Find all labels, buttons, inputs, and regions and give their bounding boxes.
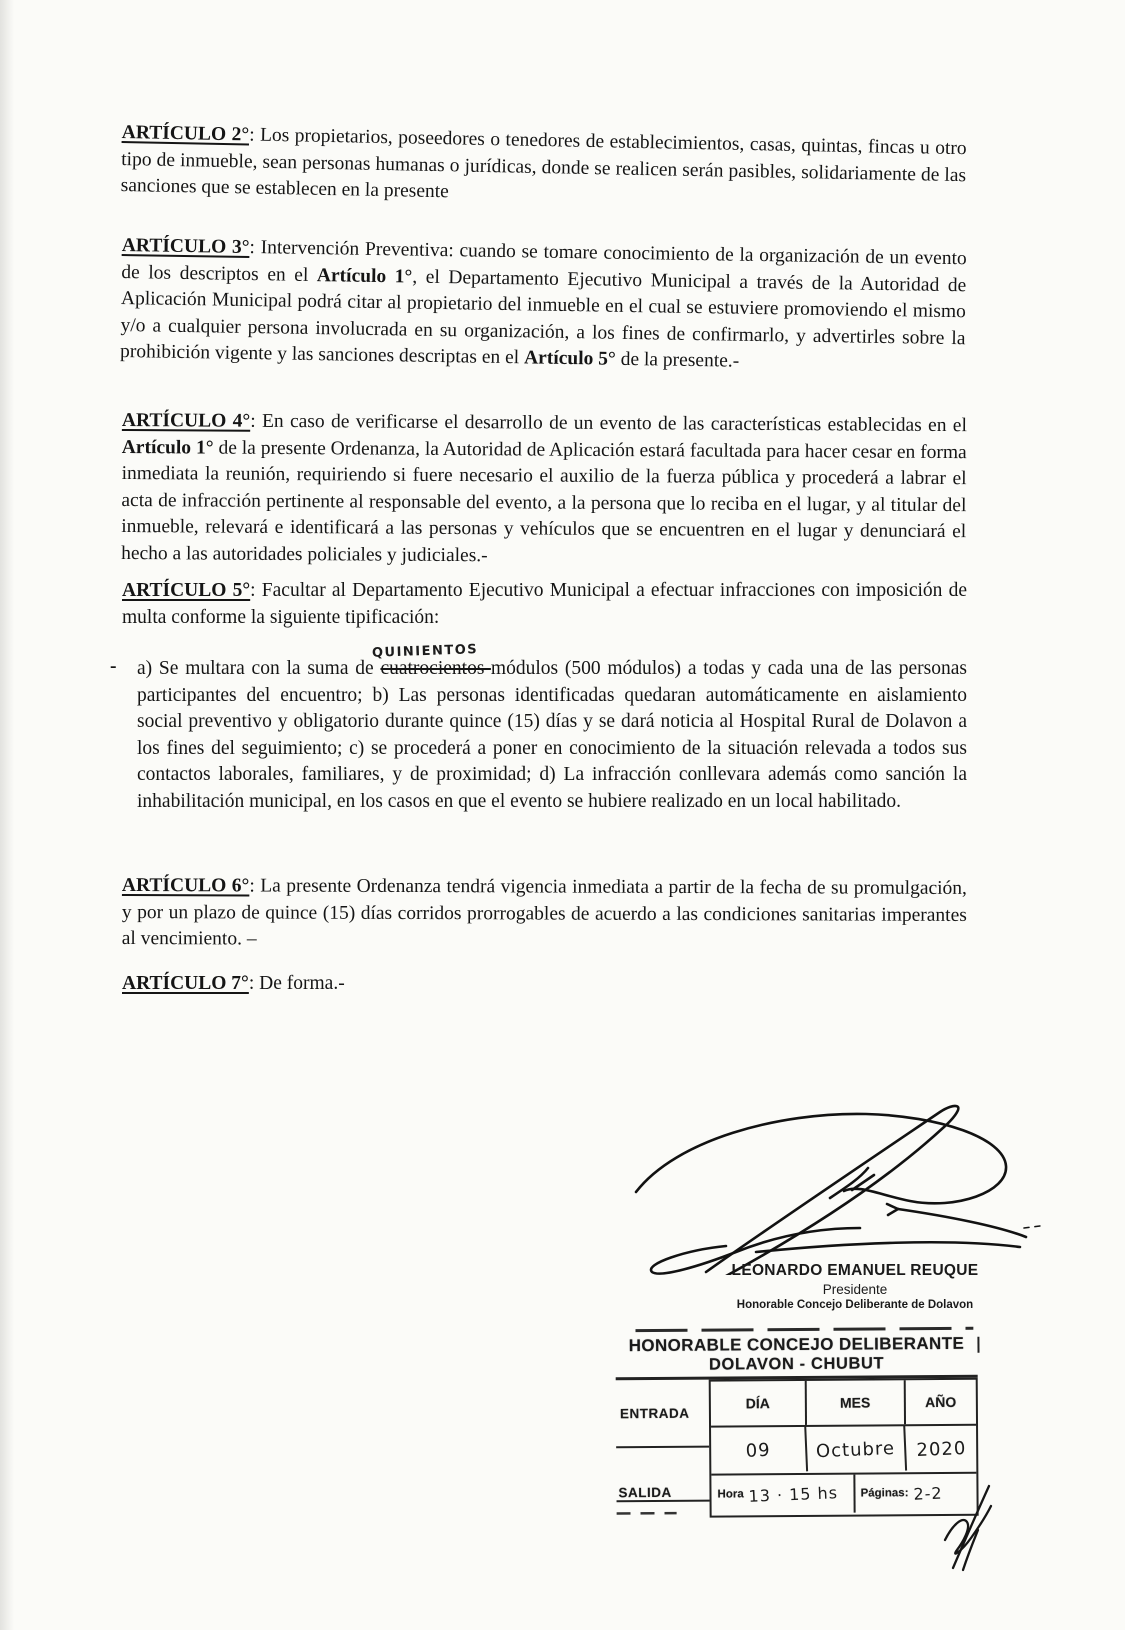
stamp-values-row — [711, 1426, 976, 1476]
article-3: ARTÍCULO 3°: Intervención Preventiva: cuando se tomare conocimiento de la organización de un evento de los descriptos en el Artículo 1°, el Departamento Ejecutivo Municipal a través de la Autoridad de Aplicación Municipal podrá citar al propietario del inmueble en el cual se estuviere promoviendo el mismo y/o a cualquier persona involucrada en su organización, a los fines de confirmarlo, y advertirles sobre la prohibición vigente y las sanciones descriptas en el Artículo 5° de la presente.- — [119, 234, 967, 372]
stamp-value-dia: 09 — [710, 1425, 808, 1475]
strikethrough-word: cuatrocientos- QUINIENTOS — [380, 658, 490, 679]
hora-label: Hora — [717, 1488, 744, 1501]
stamp-edge-mark — [977, 1337, 980, 1353]
stamp-col-mes: MES — [807, 1380, 906, 1425]
paginas-label: Páginas: — [860, 1487, 909, 1500]
signature-scribble — [606, 1080, 1046, 1275]
article-4: ARTÍCULO 4°: En caso de verificarse el desarrollo de un evento de las características establecidas en el Artículo 1° de la presente Ordenanza, la Autoridad de Aplicación estará facultada para hacer cesar en forma inmediata la reunión, requiriendo si fuere necesario el auxilio de la fuerza pública y procederá a labrar el acta de infracción pertinente al responsable del evento, a la persona que lo reciba en el lugar, y al titular del inmueble, relevará e identificará a las personas y vehículos que se encuentren en el lugar y denunciará el hecho a las autoridades policiales y judiciales.- — [121, 409, 967, 566]
article-7: ARTÍCULO 7°: De forma.- — [122, 973, 345, 994]
stamp-col-dia: DÍA — [711, 1381, 807, 1426]
signature-block — [660, 1262, 1050, 1311]
stamp-top-rule — [635, 1327, 973, 1332]
scan-edge-shadow — [0, 0, 14, 1630]
article-5-heading: ARTÍCULO 5° — [122, 580, 251, 601]
stamp-value-ano: 2020 — [915, 1437, 967, 1461]
article-4-heading: ARTÍCULO 4° — [121, 409, 251, 432]
stamp-title-line2: DOLAVON - CHUBUT — [708, 1354, 885, 1374]
article-6: ARTÍCULO 6°: La presente Ordenanza tendrá vigencia inmediata a partir de la fecha de su promulgación, y por un plazo de quince (15) días corridos prorrogables de acuerdo a las condiciones sanitarias imperantes al vencimiento. – — [121, 875, 968, 950]
signer-organization: Honorable Concejo Deliberante de Dolavon — [736, 1299, 974, 1311]
article-7-heading: ARTÍCULO 7° — [122, 973, 249, 994]
handwritten-correction: QUINIENTOS — [372, 642, 479, 661]
stamp-table — [616, 1378, 979, 1519]
stamp-entrada-label: ENTRADA — [616, 1380, 709, 1449]
article-5-item-a: - a) Se multara con la suma de cuatrocientos- QUINIENTOS módulos (500 módulos) a todas y cada una de las personas participantes del encuentro; b) Las personas identificadas quedaran automáticamente en aislamiento social preventivo y obligatorio durante quince (15) días y se dará noticia al Hospital Rural de Dolavon a los fines del seguimiento; c) se procederá a poner en conocimiento de la situación relevada a todos sus contactos laborales, familiares, y de proximidad; d) La infracción conllevara además como sanción la inhabilitación municipal, en los casos en que el evento se hubiere realizado en un local habilitado. — [137, 656, 967, 815]
stamp-hora-cell — [711, 1475, 855, 1514]
entry-stamp — [615, 1327, 978, 1519]
stamp-col-ano: AÑO — [925, 1393, 957, 1411]
article-6-heading: ARTÍCULO 6° — [121, 875, 250, 897]
stamp-value-mes: Octubre — [806, 1425, 906, 1475]
stamp-left-column — [616, 1380, 710, 1519]
stamp-title-line1: HONORABLE CONCEJO DELIBERANTE — [628, 1333, 965, 1356]
hora-value: 13 · 15 hs — [748, 1482, 839, 1506]
stamp-header-row — [711, 1380, 976, 1428]
article-5: ARTÍCULO 5°: Facultar al Departamento Ejecutivo Municipal a efectuar infracciones con imposición de multa conforme la siguiente tipificación: — [122, 580, 967, 628]
stamp-salida-label: SALIDA — [616, 1448, 709, 1503]
stamp-left-dashes — [617, 1508, 677, 1518]
paginas-value: 2-2 — [913, 1482, 944, 1504]
margin-dash: - — [110, 656, 117, 677]
initials-scribble — [933, 1478, 1005, 1573]
signer-title: Presidente — [822, 1282, 888, 1297]
article-3-heading: ARTÍCULO 3° — [121, 234, 250, 259]
article-2: ARTÍCULO 2°: Los propietarios, poseedores o tenedores de establecimientos, casas, quintas, fincas u otro tipo de inmueble, sean personas humanas o jurídicas, donde se realicen serán pasibles, solidariamente de las sanciones que se establecen en la presente — [120, 121, 967, 203]
stamp-title-block — [615, 1334, 977, 1381]
article-2-heading: ARTÍCULO 2° — [121, 121, 250, 146]
signer-name: LEONARDO EMANUEL REUQUE — [731, 1262, 979, 1279]
